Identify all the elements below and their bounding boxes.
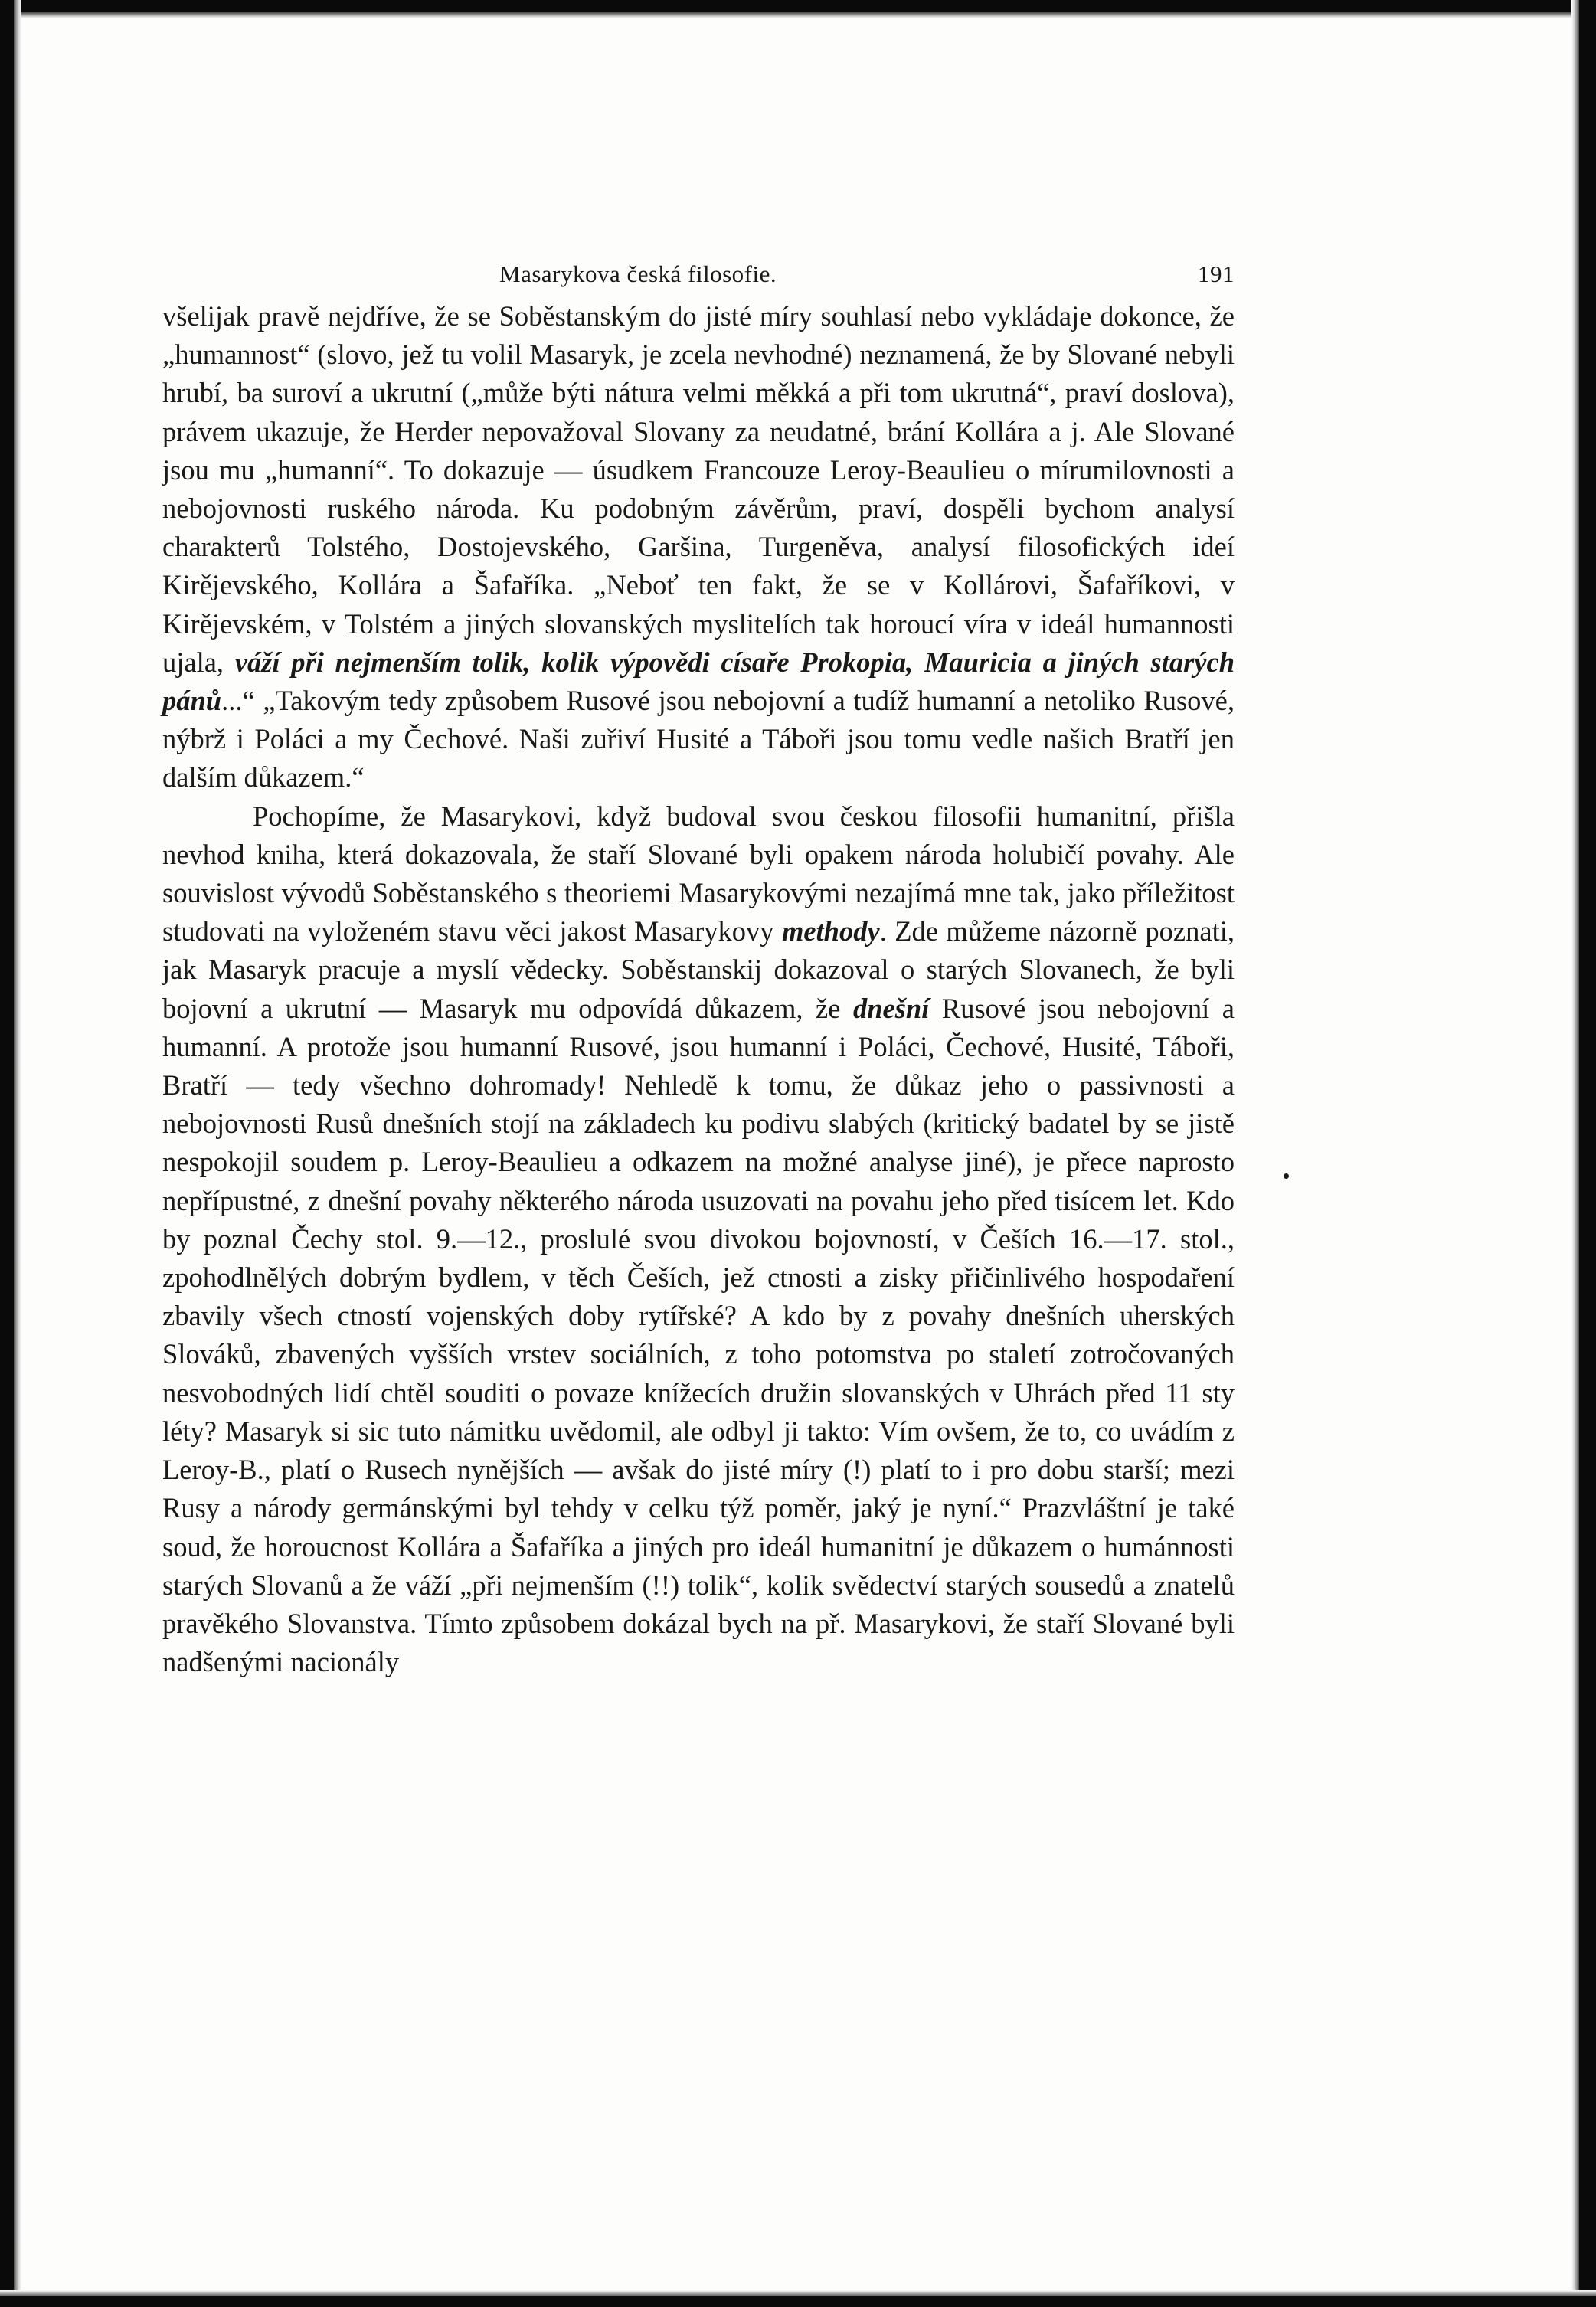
scan-border-bottom: [0, 2296, 1596, 2307]
scan-shadow-left: [14, 0, 21, 2307]
body-text: [162, 297, 1235, 1681]
scan-border-top: [0, 0, 1596, 12]
book-page: [162, 253, 1235, 1681]
paragraph-2-text-middle: . Zde můžeme názorně poznati, jak Masaryk pracuje a myslí vědecky. Soběstanskij dokazoval o starých Slovanech, že byli bojovní a ukrutní — Masaryk mu odpovídá důkazem, že: [162, 915, 1235, 1024]
running-head-title: Masarykova česká filosofie.: [499, 260, 777, 287]
paragraph-1-italic-quote: váží při nejmenším tolik, kolik výpovědi císaře Prokopia, Mauricia a jiných starých pánů: [162, 646, 1235, 717]
paragraph-1: [162, 297, 1235, 797]
scan-shadow-top: [0, 12, 1596, 18]
scan-shadow-bottom: [0, 2290, 1596, 2296]
scan-border-left: [0, 0, 14, 2307]
paragraph-1-text: všelijak pravě nejdříve, že se Soběstanským do jisté míry souhlasí nebo vykládaje dokonce, že „humannost“ (slovo, jež tu volil Masaryk, je zcela nevhodné) neznamená, že by Slované nebyli hrubí, ba suroví a ukrutní („může býti nátura velmi měkká a při tom ukrutná“, praví doslova), právem ukazuje, že Herder nepovažoval Slovany za neudatné, brání Kollára a j. Ale Slované jsou mu „humanní“. To dokazuje — úsudkem Francouze Leroy-Beaulieu o mírumilovnosti a nebojovnosti ruského národa. Ku podobným závěrům, praví, dospěli bychom analysí charakterů Tolstého, Dostojevského, Garšina, Turgeněva, analysí filosofických ideí Kirějevského, Kollára a Šafaříka. „Neboť ten fakt, že se v Kollárovi, Šafaříkovi, v Kirějevském, v Tolstém a jiných slovanských myslitelích tak horoucí víra v ideál humannosti ujala,: [162, 300, 1235, 678]
paragraph-2-italic-methody: methody: [781, 915, 880, 947]
paragraph-2-text-end: Rusové jsou nebojovní a humanní. A protože jsou humanní Rusové, jsou humanní i Poláci, Čechové, Husité, Táboři, Bratří — tedy všechno dohromady! Nehledě k tomu, že důkaz jeho o passivnosti a nebojovnosti Rusů dnešních stojí na základech ku podivu slabých (kritický badatel by se jistě nespokojil soudem p. Leroy-Beaulieu a odkazem na možné analyse jiné), je přece naprosto nepřípustné, z dnešní povahy některého národa usuzovati na povahu jeho před tisícem let. Kdo by poznal Čechy stol. 9.—12., proslulé svou divokou bojovností, v Češích 16.—17. stol., zpohodlnělých dobrým bydlem, v těch Češích, jež ctnosti a zisky přičinlivého hospodaření zbavily všech ctností vojenských doby rytířské? A kdo by z povahy dnešních uherských Slováků, zbavených vyšších vrstev sociálních, z toho potomstva po staletí zotročovaných nesvobodných lidí chtěl souditi o povaze knížecích družin slovanských v Uhrách před 11 sty léty? Masaryk si sic tuto námitku uvědomil, ale odbyl ji takto: Vím ovšem, že to, co uvádím z Leroy-B., platí o Rusech nynějších — avšak do jisté míry (!) platí to i pro dobu starší; mezi Rusy a národy germánskými byl tehdy v celku týž poměr, jaký je nyní.“ Prazvláštní je také soud, že horoucnost Kollára a Šafaříka a jiných pro ideál humanitní je důkazem o humánnosti starých Slovanů a že váží „při nejmenším (!!) tolik“, kolik svědectví starých sousedů a znatelů pravěkého Slovanstva. Tímto způsobem dokázal bych na př. Masarykovi, že staří Slované byli nadšenými nacionály: [162, 992, 1235, 1678]
paragraph-2: [162, 797, 1235, 1682]
scan-border-right: [1579, 0, 1596, 2307]
page-number: 191: [1198, 260, 1235, 287]
running-head: [162, 253, 1235, 293]
paragraph-1-text-end: ...“ „Takovým tedy způsobem Rusové jsou nebojovní a tudíž humanní a netoliko Rusové, nýbrž i Poláci a my Čechové. Naši zuřiví Husité a Táboři jsou tomu vedle našich Bratří jen dalším důkazem.“: [162, 685, 1235, 794]
paragraph-2-italic-dnesni: dnešní: [852, 992, 930, 1024]
paragraph-2-text: Pochopíme, že Masarykovi, když budoval svou českou filosofii humanitní, přišla nevhod kniha, která dokazovala, že staří Slované byli opakem národa holubičí povahy. Ale souvislost vývodů Soběstanského s theoriemi Masarykovými nezajímá mne tak, jako příležitost studovati na vyloženém stavu věci jakost Masarykovy: [162, 800, 1235, 947]
scan-shadow-right: [1571, 0, 1579, 2307]
margin-mark: [1284, 1173, 1289, 1179]
